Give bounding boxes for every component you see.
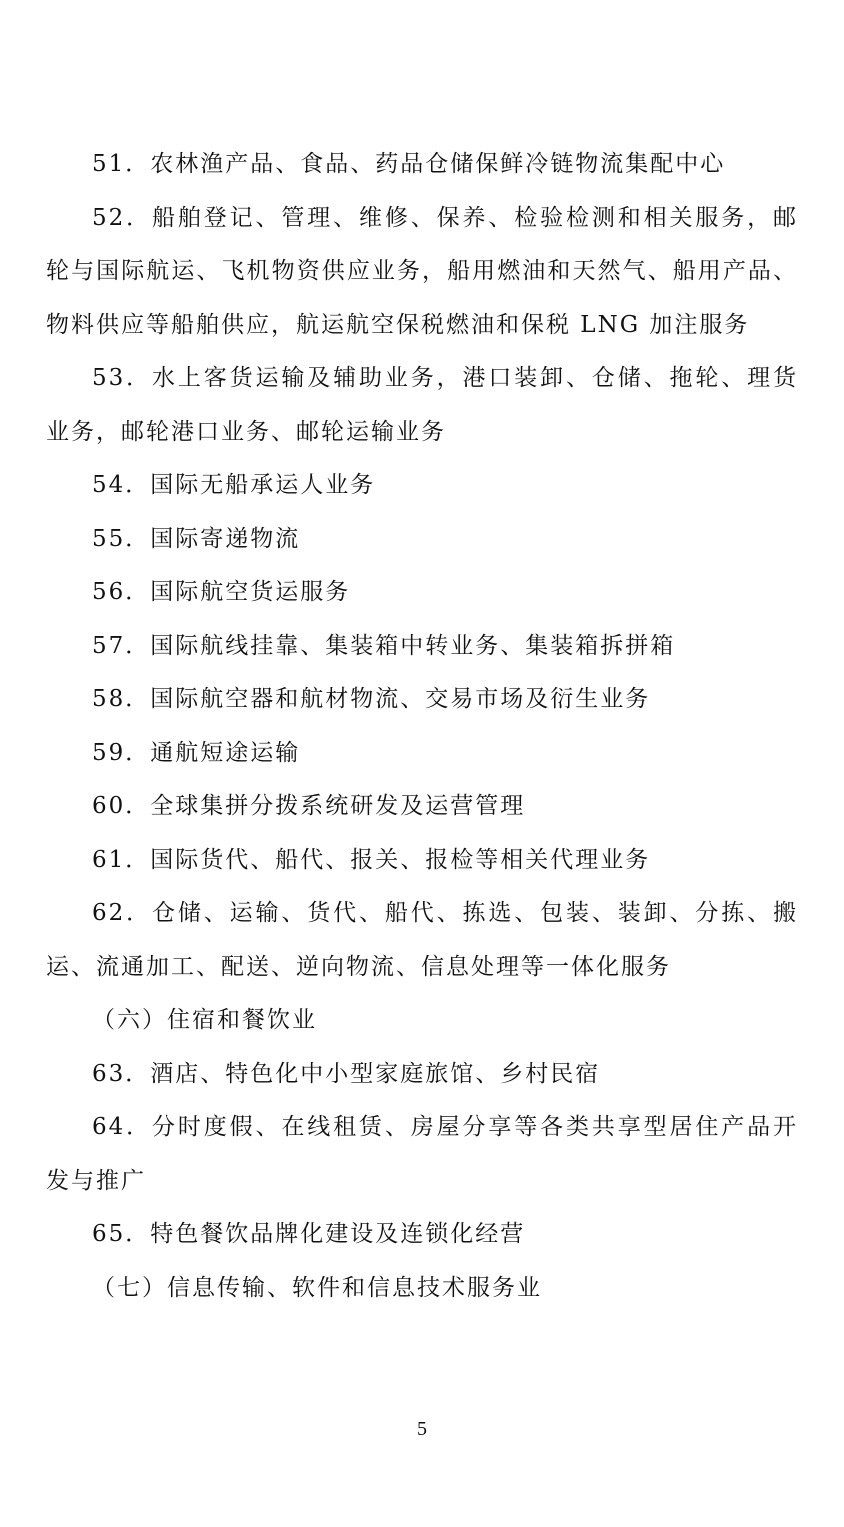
list-item-61: 61．国际货代、船代、报关、报检等相关代理业务 — [92, 846, 651, 873]
document-body — [46, 138, 798, 1315]
list-item-52: 52．船舶登记、管理、维修、保养、检验检测和相关服务，邮轮与国际航运、飞机物资供应业务，船用燃油和天然气、船用产品、物料供应等船舶供应，航运航空保税燃油和保税 LNG 加注服务 — [46, 204, 798, 338]
page-number: 5 — [417, 1418, 427, 1440]
section-heading-6: （六）住宿和餐饮业 — [92, 1007, 317, 1033]
list-item-51: 51．农林渔产品、食品、药品仓储保鲜冷链物流集配中心 — [92, 151, 726, 177]
list-item-59: 59．通航短途运输 — [92, 739, 301, 766]
list-item-60: 60．全球集拼分拨系统研发及运营管理 — [92, 793, 526, 819]
section-heading-7: （七）信息传输、软件和信息技术服务业 — [92, 1274, 542, 1301]
list-item-62: 62．仓储、运输、货代、船代、拣选、包装、装卸、分拣、搬运、流通加工、配送、逆向物流、信息处理等一体化服务 — [46, 900, 798, 980]
list-item-58: 58．国际航空器和航材物流、交易市场及衍生业务 — [92, 686, 651, 712]
list-item-63: 63．酒店、特色化中小型家庭旅馆、乡村民宿 — [92, 1060, 601, 1087]
list-item-54: 54．国际无船承运人业务 — [92, 472, 376, 498]
list-item-65: 65．特色餐饮品牌化建设及连锁化经营 — [92, 1221, 526, 1247]
list-item-53: 53．水上客货运输及辅助业务，港口装卸、仓储、拖轮、理货业务，邮轮港口业务、邮轮运输业务 — [46, 365, 798, 445]
list-item-57: 57．国际航线挂靠、集装箱中转业务、集装箱拆拼箱 — [92, 632, 676, 659]
list-item-56: 56．国际航空货运服务 — [92, 579, 351, 605]
list-item-64: 64．分时度假、在线租赁、房屋分享等各类共享型居住产品开发与推广 — [46, 1114, 798, 1194]
list-item-55: 55．国际寄递物流 — [92, 525, 301, 552]
